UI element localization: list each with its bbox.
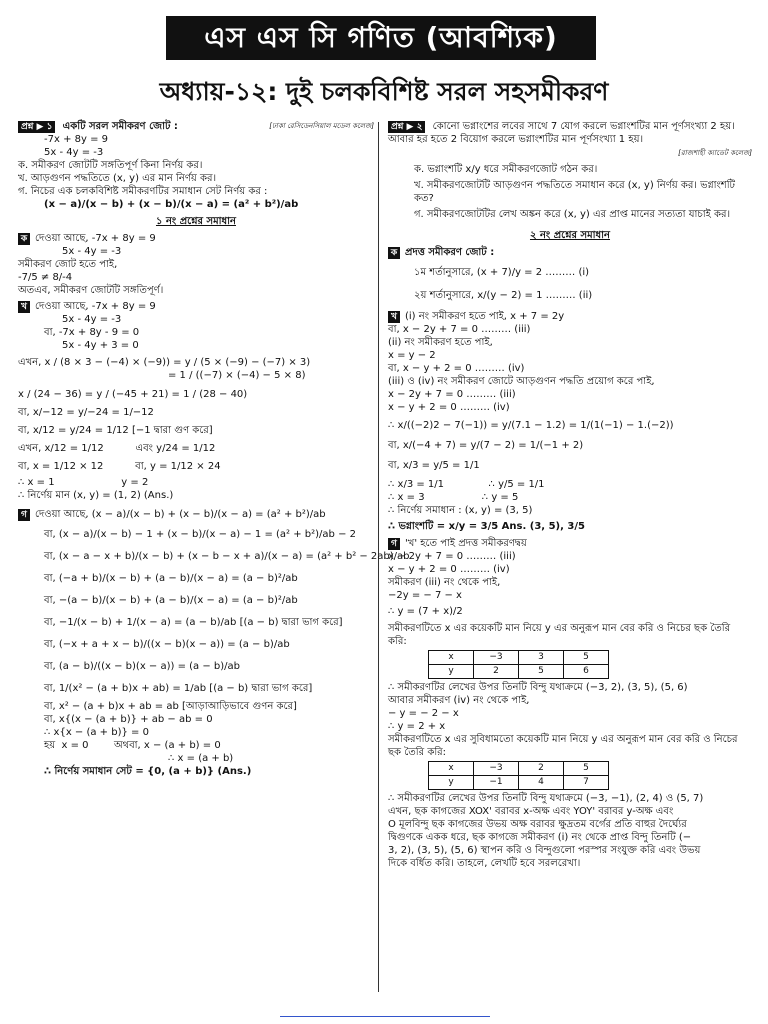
- sol1-kha-answer: ∴ নির্ণেয় মান (x, y) = (1, 2) (Ans.): [18, 490, 174, 501]
- table1-x-cell: −3: [474, 651, 519, 665]
- sol1-ga-line: বা, x² − (a + b)x + ab = ab [আড়াআড়িভাবে গুণন করে]: [44, 701, 297, 712]
- sol1-kha-line: বা, x = 1/12 × 12 বা, y = 1/12 × 24: [18, 461, 221, 472]
- sol1-ka-line: সমীকরণ জোট হতে পাই,: [18, 259, 118, 270]
- sol2-kha-line: বা, x − y + 2 = 0 ……… (iv): [388, 363, 525, 374]
- sol1-kha-line: = 1 / ((−7) × (−4) − 5 × 8): [168, 370, 306, 381]
- table2-y-cell: 7: [564, 776, 609, 790]
- q2-part-ka: ক. ভগ্নাংশটি x/y ধরে সমীকরণজোট গঠন কর।: [414, 164, 598, 175]
- sol2-mid-line: আবার সমীকরণ (iv) নং থেকে পাই,: [388, 695, 530, 706]
- sol1-kha-line: 5x - 4y = -3: [62, 314, 122, 325]
- sol1-ga-line: বা, x{(x − (a + b)} + ab − ab = 0: [44, 714, 213, 725]
- sol2-kha-line: ∴ x = 3 ∴ y = 5: [388, 492, 519, 503]
- sol2-kha-answer: ∴ ভগ্নাংশটি = x/y = 3/5 Ans. (3, 5), 3/5: [388, 521, 585, 532]
- sol1-ga-line: দেওয়া আছে, (x − a)/(x − b) + (x − b)/(x − a) = (a² + b²)/ab: [35, 509, 326, 520]
- sol2-mid-line: − y = − 2 − x: [388, 708, 459, 719]
- q2-intro: কোনো ভগ্নাংশের লবের সাথে 7 যোগ করলে ভগ্নাংশটির মান পূর্ণসংখ্যা 2 হয়। আবার হর হতে 2 বিয়োগ করলে ভগ্নাংশটির মান পূর্ণসংখ্যা 1 হয়।: [388, 121, 735, 145]
- sol2-ga-line: সমীকরণ (iii) নং থেকে পাই,: [388, 577, 501, 588]
- sol2-kha-line: ∴ নির্ণেয় সমাধান : (x, y) = (3, 5): [388, 505, 533, 516]
- q2-source: [রাজশাহী ক্যাডেট কলেজ]: [678, 149, 752, 157]
- q1-part-ka: ক. সমীকরণ জোটটি সঙ্গতিপূর্ণ কিনা নির্ণয় কর।: [18, 160, 203, 171]
- sol1-ga-line: বা, (x − a − x + b)/(x − b) + (x − b − x + a)/(x − a) = (a² + b² − 2ab)/ab: [44, 551, 410, 562]
- sol2-end-line: এখন, ছক কাগজের XOX' বরাবর x-অক্ষ এবং YOY' বরাবর y-অক্ষ এবং: [388, 806, 674, 817]
- q1-intro: একটি সরল সমীকরণ জোট :: [62, 121, 178, 132]
- sol1-ga-line: ∴ x = (a + b): [168, 753, 234, 764]
- value-table-1: [428, 650, 609, 679]
- sol1-ga-tag: গ: [18, 509, 30, 521]
- sol1-ka-line: -7/5 ≠ 8/-4: [18, 272, 73, 283]
- table2-x-cell: 2: [519, 762, 564, 776]
- sol1-ga-line: বা, (x − a)/(x − b) − 1 + (x − b)/(x − a) − 1 = (a² + b²)/ab − 2: [44, 529, 356, 540]
- table1-x-cell: 3: [519, 651, 564, 665]
- sol1-ga-line: বা, −(a − b)/(x − b) + (a − b)/(x − a) = (a − b)²/ab: [44, 595, 298, 606]
- q1-part-kha: খ. আড়গুণন পদ্ধতিতে (x, y) এর মান নির্ণয় কর।: [18, 173, 217, 184]
- q1-eq2: 5x - 4y = -3: [44, 147, 104, 158]
- sol2-ka-line: প্রদত্ত সমীকরণ জোট :: [405, 247, 495, 258]
- sol1-kha-line: বা, x/12 = y/24 = 1/12 [−1 দ্বারা গুণ করে]: [18, 425, 213, 436]
- table2-y-cell: −1: [474, 776, 519, 790]
- sol2-kha-line: (ii) নং সমীকরণ হতে পাই,: [388, 337, 493, 348]
- sol2-ga-line: −2y = − 7 − x: [388, 590, 462, 601]
- sol2-ga-line: x − 2y + 7 = 0 ……… (iii): [388, 551, 516, 562]
- sol1-kha-line: এখন, x / (8 × 3 − (−4) × (−9)) = y / (5 × (−9) − (−7) × 3): [18, 357, 311, 368]
- sol1-ga-line: বা, (−a + b)/(x − b) + (a − b)/(x − a) = (a − b)²/ab: [44, 573, 298, 584]
- sol2-ka-tag: ক: [388, 247, 400, 259]
- table1-y-label: y: [429, 665, 474, 679]
- sol2-kha-line: বা, x/3 = y/5 = 1/1: [388, 460, 480, 471]
- chapter-subtitle: অধ্যায়-১২: দুই চলকবিশিষ্ট সরল সহসমীকরণ: [159, 77, 609, 106]
- q1-eq1: -7x + 8y = 9: [44, 134, 109, 145]
- sol2-end-line: 3, 2), (3, 5), (5, 6) স্থাপন করি ও বিন্দুগুলো পরস্পর সংযুক্ত করি এবং উভয়: [388, 845, 701, 856]
- sol2-kha-line: বা, x − 2y + 7 = 0 ……… (iii): [388, 324, 531, 335]
- sol2-kha-line: x = y − 2: [388, 350, 436, 361]
- sol1-ga-line: হয় x = 0 অথবা, x − (a + b) = 0: [44, 740, 221, 751]
- q1-part-ga: গ. নিচের এক চলকবিশিষ্ট সমীকরণটির সমাধান সেট নির্ণয় কর :: [18, 186, 268, 197]
- sol1-ka-tag: ক: [18, 233, 30, 245]
- sol1-kha-line: বা, -7x + 8y - 9 = 0: [44, 327, 140, 338]
- table2-y-cell: 4: [519, 776, 564, 790]
- sol1-kha-line: দেওয়া আছে, -7x + 8y = 9: [35, 301, 156, 312]
- sol1-ga-answer: ∴ নির্ণেয় সমাধান সেট = {0, (a + b)} (Ans.): [44, 766, 252, 777]
- q2-part-kha: খ. সমীকরণজোটটি আড়গুণন পদ্ধতিতে সমাধান করে (x, y) নির্ণয় কর। ভগ্নাংশটি কত?: [414, 180, 736, 204]
- q2-part-ga: গ. সমীকরণজোটটির লেখ অঙ্কন করে (x, y) এর প্রাপ্ত মানের সত্যতা যাচাই কর।: [414, 209, 731, 220]
- question-1-tag: প্রশ্ন ▶ ১: [18, 121, 55, 133]
- sol1-kha-tag: খ: [18, 301, 30, 313]
- table2-y-label: y: [429, 776, 474, 790]
- sol1-ka-line: অতএব, সমীকরণ জোটটি সঙ্গতিপূর্ণ।: [18, 285, 164, 296]
- sol1-ga-line: ∴ x{x − (a + b)} = 0: [44, 727, 149, 738]
- solution-1-heading: ১ নং প্রশ্নের সমাধান: [155, 216, 236, 227]
- sol2-ga-line: x − y + 2 = 0 ……… (iv): [388, 564, 510, 575]
- sol2-mid-line: সমীকরণটিতে x এর সুবিধামতো কয়েকটি মান নিয়ে y এর অনুরূপ মান বের করি ও নিচের ছক তৈরি করি:: [388, 734, 738, 758]
- sol2-end-line: ∴ সমীকরণটির লেখের উপর তিনটি বিন্দু যথাক্রমে (−3, −1), (2, 4) ও (5, 7): [388, 793, 704, 804]
- sol2-mid-line: ∴ সমীকরণটির লেখের উপর তিনটি বিন্দু যথাক্রমে (−3, 2), (3, 5), (5, 6): [388, 682, 688, 693]
- q1-source: [ঢাকা রেসিডেনসিয়াল মডেল কলেজ]: [269, 122, 374, 130]
- sol2-ka-line: ১ম শর্তানুসারে, (x + 7)/y = 2 ……… (i): [414, 267, 590, 278]
- sol1-ga-line: বা, (−x + a + x − b)/((x − b)(x − a)) = (a − b)/ab: [44, 639, 290, 650]
- solution-2-heading: ২ নং প্রশ্নের সমাধান: [529, 230, 611, 241]
- sol2-ga-line: সমীকরণটিতে x এর কয়েকটি মান নিয়ে y এর অনুরূপ মান বের করি ও নিচের ছক তৈরি করি:: [388, 623, 731, 647]
- bottom-rule: [280, 1016, 490, 1017]
- table2-x-cell: 5: [564, 762, 609, 776]
- sol1-ga-line: বা, −1/(x − b) + 1/(x − a) = (a − b)/ab [(a − b) দ্বারা ভাগ করে]: [44, 617, 343, 628]
- sol2-ga-line: ∴ y = (7 + x)/2: [388, 606, 463, 617]
- sol2-end-line: দ্বিগুণকে একক ধরে, ছক কাগজে সমীকরণ (i) নং থেকে প্রাপ্ত বিন্দু তিনটি (−: [388, 832, 692, 843]
- value-table-2: [428, 761, 609, 790]
- table1-x-cell: 5: [564, 651, 609, 665]
- sol2-ga-line: 'খ' হতে পাই প্রদত্ত সমীকরণদ্বয়: [405, 538, 527, 549]
- sol2-kha-line: ∴ x/((−2)2 − 7(−1)) = y/(7.1 − 1.2) = 1/(1(−1) − 1.(−2)): [388, 420, 674, 431]
- sol2-mid-line: ∴ y = 2 + x: [388, 721, 446, 732]
- sol1-ka-line: 5x - 4y = -3: [62, 246, 122, 257]
- sol2-kha-line: x − 2y + 7 = 0 ……… (iii): [388, 389, 516, 400]
- q1-ga-equation: (x − a)/(x − b) + (x − b)/(x − a) = (a² + b²)/ab: [44, 199, 299, 210]
- table2-x-label: x: [429, 762, 474, 776]
- sol2-kha-line: বা, x/(−4 + 7) = y/(7 − 2) = 1/(−1 + 2): [388, 440, 584, 451]
- sol2-kha-tag: খ: [388, 311, 400, 323]
- sol2-kha-line: x − y + 2 = 0 ……… (iv): [388, 402, 510, 413]
- sol1-kha-line: 5x - 4y + 3 = 0: [62, 340, 139, 351]
- table1-x-label: x: [429, 651, 474, 665]
- sol2-ga-tag: গ: [388, 538, 400, 550]
- right-column: [388, 120, 752, 870]
- sol1-kha-line: এখন, x/12 = 1/12 এবং y/24 = 1/12: [18, 443, 216, 454]
- table2-x-cell: −3: [474, 762, 519, 776]
- sol2-kha-line: (iii) ও (iv) নং সমীকরণ জোটে আড়গুণন পদ্ধতি প্রয়োগ করে পাই,: [388, 376, 655, 387]
- sol2-end-line: দিকে বর্ধিত করি। তাহলে, লেখটি হবে সরলরেখা।: [388, 858, 581, 869]
- sol1-ga-line: বা, 1/(x² − (a + b)x + ab) = 1/ab [(a − b) দ্বারা ভাগ করে]: [44, 683, 313, 694]
- sol1-ga-line: বা, (a − b)/((x − b)(x − a)) = (a − b)/ab: [44, 661, 240, 672]
- page-title: এস এস সি গণিত (আবশ্যিক): [166, 16, 596, 60]
- table1-y-cell: 2: [474, 665, 519, 679]
- question-2-tag: প্রশ্ন ▶ ২: [388, 121, 425, 133]
- sol1-kha-line: ∴ x = 1 y = 2: [18, 477, 149, 488]
- sol2-end-line: O মূলবিন্দু ছক কাগজের উভয় অক্ষ বরাবর ক্ষুদ্রতম বর্গের প্রতি বাহুর দৈর্ঘ্যের: [388, 819, 687, 830]
- sol1-kha-line: x / (24 − 36) = y / (−45 + 21) = 1 / (28 − 40): [18, 389, 248, 400]
- sol2-kha-line: (i) নং সমীকরণ হতে পাই, x + 7 = 2y: [405, 311, 565, 322]
- table1-y-cell: 6: [564, 665, 609, 679]
- sol2-kha-line: ∴ x/3 = 1/1 ∴ y/5 = 1/1: [388, 479, 545, 490]
- sol2-ka-line: ২য় শর্তানুসারে, x/(y − 2) = 1 ……… (ii): [414, 290, 593, 301]
- sol1-kha-line: বা, x/−12 = y/−24 = 1/−12: [18, 407, 154, 418]
- sol1-ka-line: দেওয়া আছে, -7x + 8y = 9: [35, 233, 156, 244]
- table1-y-cell: 5: [519, 665, 564, 679]
